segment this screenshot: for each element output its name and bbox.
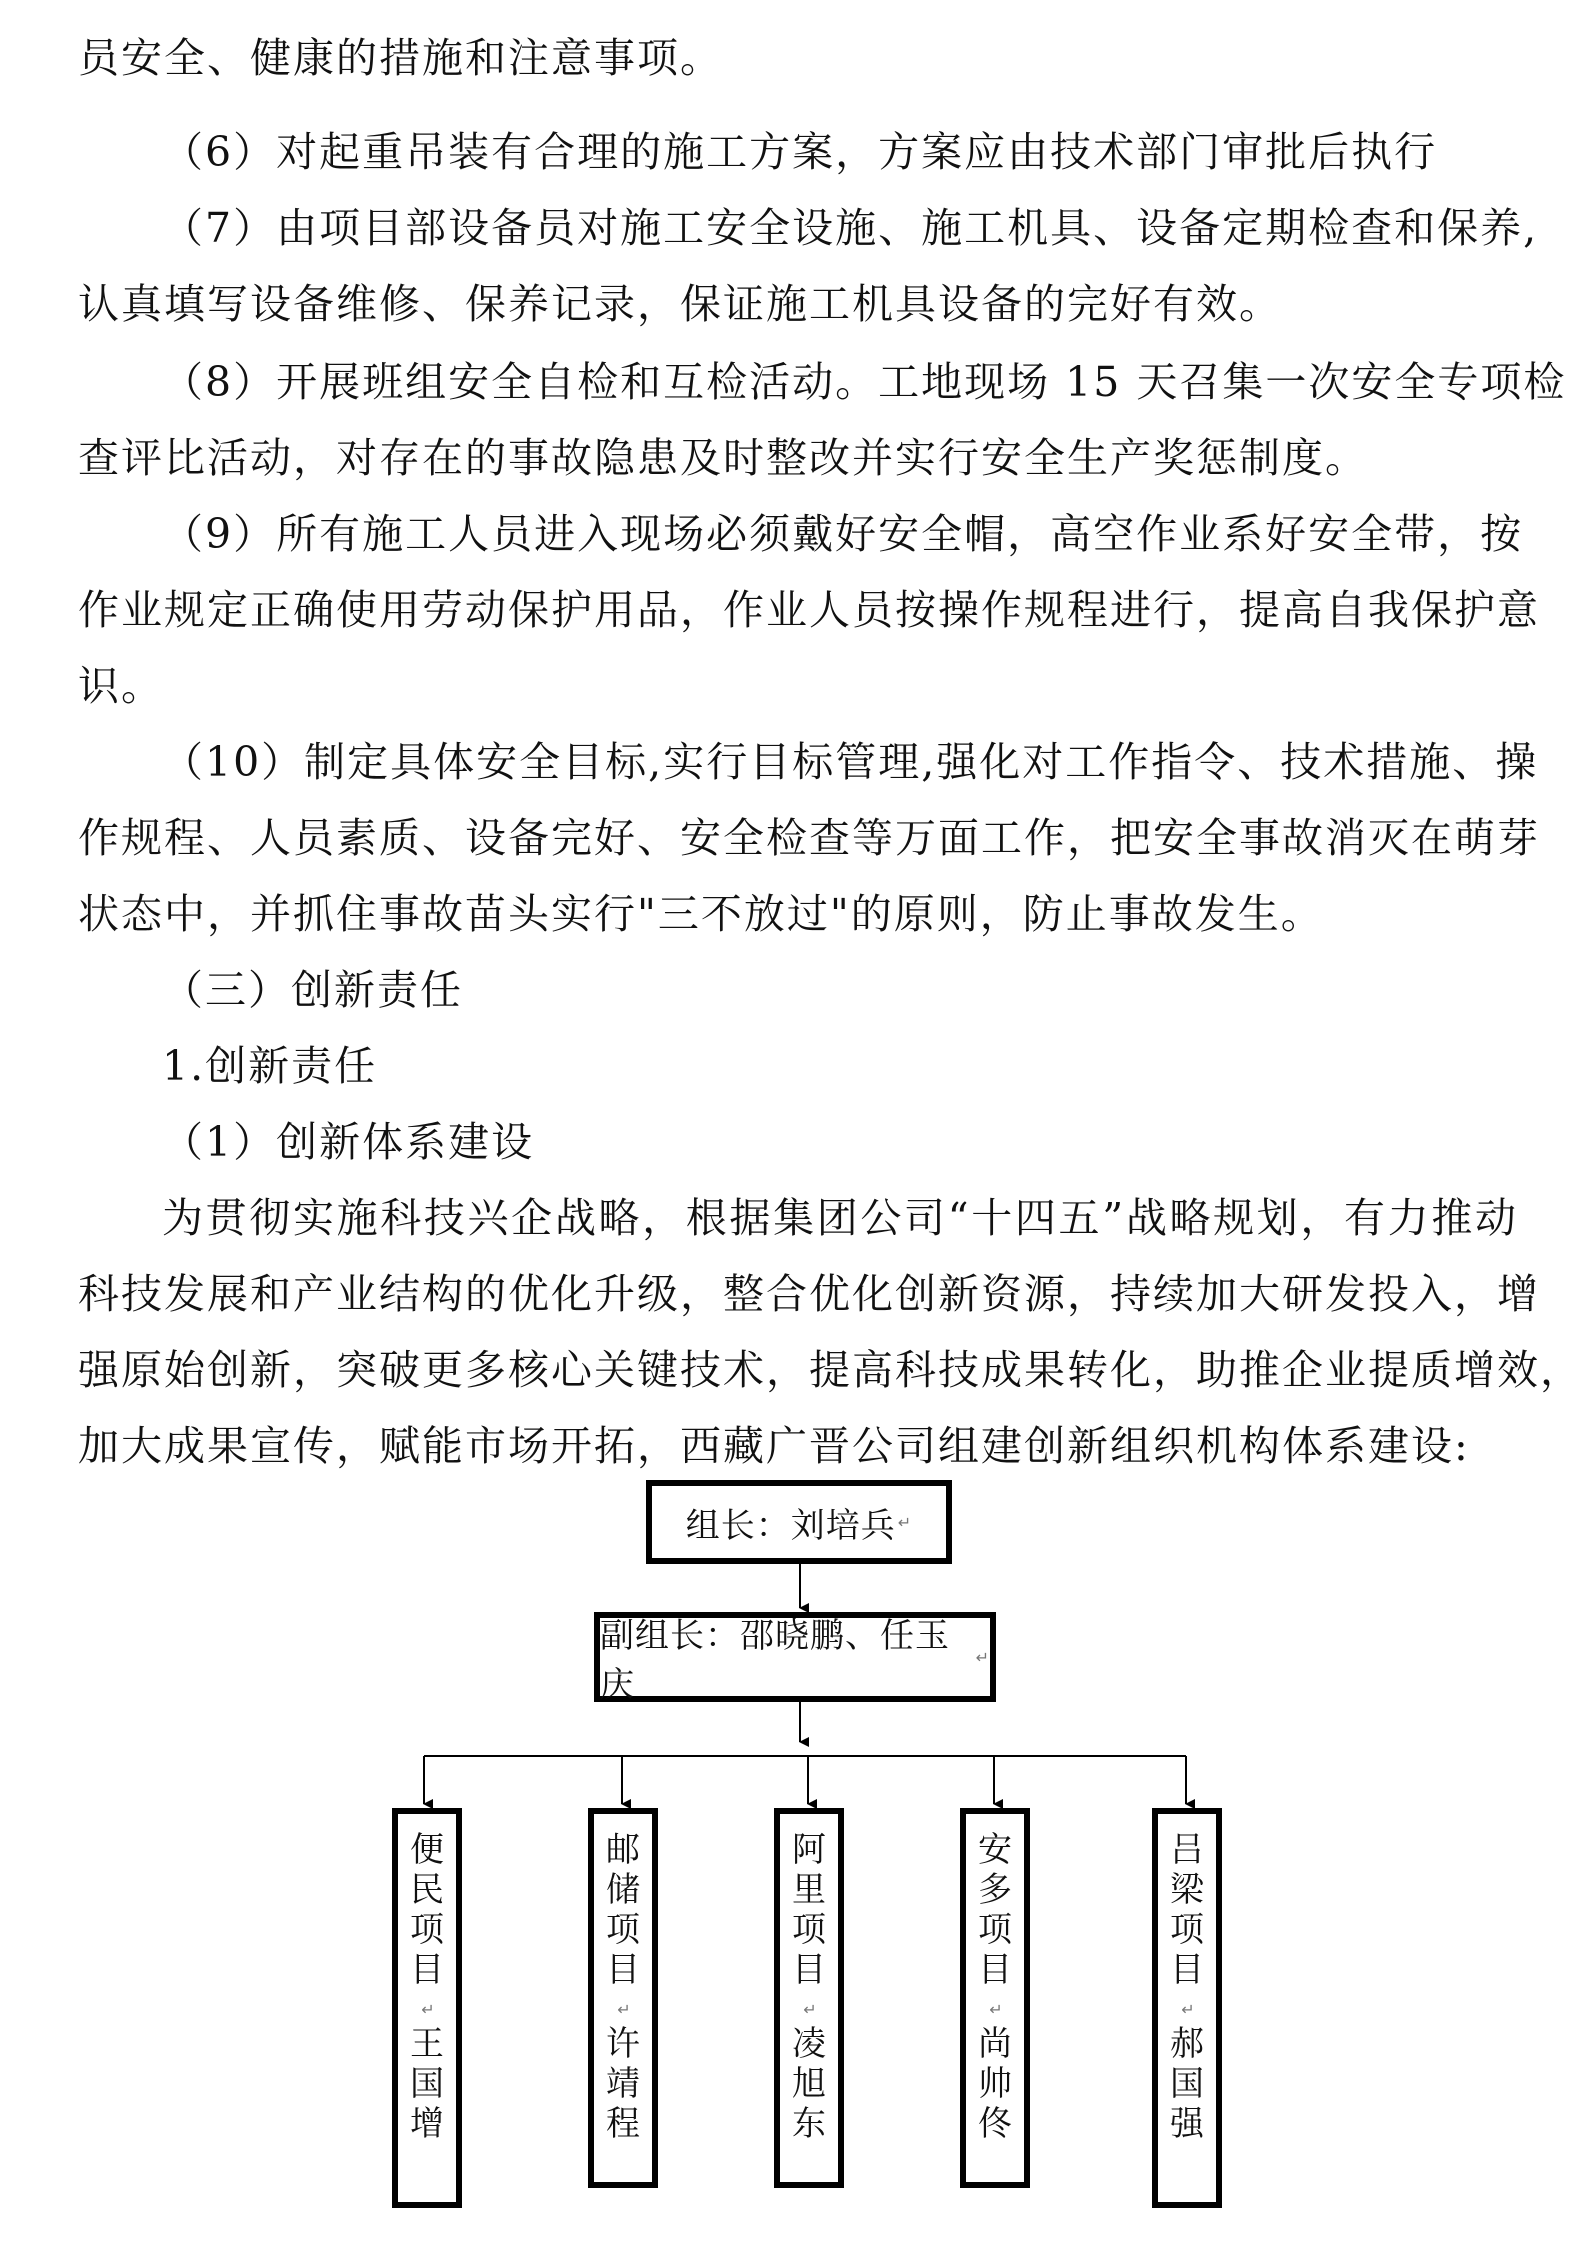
paragraph-line: 认真填写设备维修、保养记录，保证施工机具设备的完好有效。 bbox=[78, 280, 1282, 328]
project-box bbox=[1152, 1808, 1222, 2208]
project-char: 吕 bbox=[1170, 1830, 1204, 1870]
person-char: 旭 bbox=[792, 2064, 826, 2104]
project-box bbox=[774, 1808, 844, 2188]
person-char: 王 bbox=[410, 2024, 444, 2064]
paragraph-line: 科技发展和产业结构的优化升级，整合优化创新资源，持续加大研发投入，增 bbox=[78, 1270, 1540, 1318]
paragraph-line: （10）制定具体安全目标,实行目标管理,强化对工作指令、技术措施、操 bbox=[162, 738, 1539, 786]
paragraph-line: （7）由项目部设备员对施工安全设施、施工机具、设备定期检查和保养, bbox=[162, 204, 1539, 252]
return-mark-icon: ↵ bbox=[975, 1647, 990, 1667]
subsection-heading: 1.创新责任 bbox=[162, 1042, 378, 1090]
leader-box bbox=[646, 1480, 952, 1564]
paragraph-line: （8）开展班组安全自检和互检活动。工地现场 15 天召集一次安全专项检 bbox=[162, 358, 1567, 406]
project-char: 项 bbox=[792, 1910, 826, 1950]
project-char: 项 bbox=[1170, 1910, 1204, 1950]
project-char: 多 bbox=[978, 1870, 1012, 1910]
return-mark-icon: ↵ bbox=[989, 2000, 1003, 2019]
project-char: 目 bbox=[410, 1950, 444, 1990]
return-mark-icon: ↵ bbox=[1181, 2000, 1195, 2019]
project-char: 项 bbox=[410, 1910, 444, 1950]
paragraph-line: （9）所有施工人员进入现场必须戴好安全帽，高空作业系好安全带，按 bbox=[162, 510, 1524, 558]
org-chart bbox=[380, 1480, 1230, 2210]
paragraph-line: （6）对起重吊装有合理的施工方案，方案应由技术部门审批后执行 bbox=[162, 128, 1438, 176]
project-char: 里 bbox=[792, 1870, 826, 1910]
paragraph-line: 加大成果宣传，赋能市场开拓，西藏广晋公司组建创新组织机构体系建设: bbox=[78, 1422, 1470, 1470]
person-char: 靖 bbox=[606, 2064, 640, 2104]
person-char: 帅 bbox=[978, 2064, 1012, 2104]
person-char: 许 bbox=[606, 2024, 640, 2064]
project-char: 阿 bbox=[792, 1830, 826, 1870]
person-char: 程 bbox=[606, 2104, 640, 2144]
paragraph-line: 作规程、人员素质、设备完好、安全检查等万面工作，把安全事故消灭在萌芽 bbox=[78, 814, 1540, 862]
project-char: 邮 bbox=[606, 1830, 640, 1870]
paragraph-line: 为贯彻实施科技兴企战略，根据集团公司“十四五”战略规划，有力推动 bbox=[162, 1194, 1518, 1242]
project-char: 梁 bbox=[1170, 1870, 1204, 1910]
project-char: 目 bbox=[792, 1950, 826, 1990]
person-char: 佟 bbox=[978, 2104, 1012, 2144]
subsection-heading: （1）创新体系建设 bbox=[162, 1118, 535, 1166]
project-char: 目 bbox=[606, 1950, 640, 1990]
return-mark-icon: ↵ bbox=[897, 1512, 913, 1532]
project-char: 项 bbox=[606, 1910, 640, 1950]
paragraph-line: 识。 bbox=[78, 662, 164, 710]
paragraph-line: 员安全、健康的措施和注意事项。 bbox=[78, 34, 723, 82]
person-char: 增 bbox=[410, 2104, 444, 2144]
project-char: 储 bbox=[606, 1870, 640, 1910]
project-char: 目 bbox=[978, 1950, 1012, 1990]
paragraph-line: 查评比活动，对存在的事故隐患及时整改并实行安全生产奖惩制度。 bbox=[78, 434, 1368, 482]
paragraph-line: 强原始创新，突破更多核心关键技术，提高科技成果转化，助推企业提质增效， bbox=[78, 1346, 1583, 1394]
person-char: 强 bbox=[1170, 2104, 1204, 2144]
person-char: 国 bbox=[1170, 2064, 1204, 2104]
return-mark-icon: ↵ bbox=[617, 2000, 631, 2019]
project-box bbox=[392, 1808, 462, 2208]
project-char: 安 bbox=[978, 1830, 1012, 1870]
person-char: 尚 bbox=[978, 2024, 1012, 2064]
person-char: 国 bbox=[410, 2064, 444, 2104]
project-box bbox=[960, 1808, 1030, 2188]
person-char: 郝 bbox=[1170, 2024, 1204, 2064]
project-box bbox=[588, 1808, 658, 2188]
project-char: 民 bbox=[410, 1870, 444, 1910]
return-mark-icon: ↵ bbox=[421, 2000, 435, 2019]
person-char: 凌 bbox=[792, 2024, 826, 2064]
paragraph-line: 状态中，并抓住事故苗头实行"三不放过"的原则，防止事故发生。 bbox=[78, 890, 1324, 938]
section-heading: （三）创新责任 bbox=[162, 966, 463, 1014]
leader-label: 组长：刘培兵 bbox=[685, 1505, 896, 1546]
project-char: 目 bbox=[1170, 1950, 1204, 1990]
paragraph-line: 作业规定正确使用劳动保护用品，作业人员按操作规程进行，提高自我保护意 bbox=[78, 586, 1540, 634]
person-char: 东 bbox=[792, 2104, 826, 2144]
deputy-box bbox=[594, 1612, 996, 1705]
return-mark-icon: ↵ bbox=[803, 2000, 817, 2019]
deputy-label: 副组长：邵晓鹏、任玉庆 bbox=[600, 1616, 950, 1705]
project-char: 便 bbox=[410, 1830, 444, 1870]
project-char: 项 bbox=[978, 1910, 1012, 1950]
